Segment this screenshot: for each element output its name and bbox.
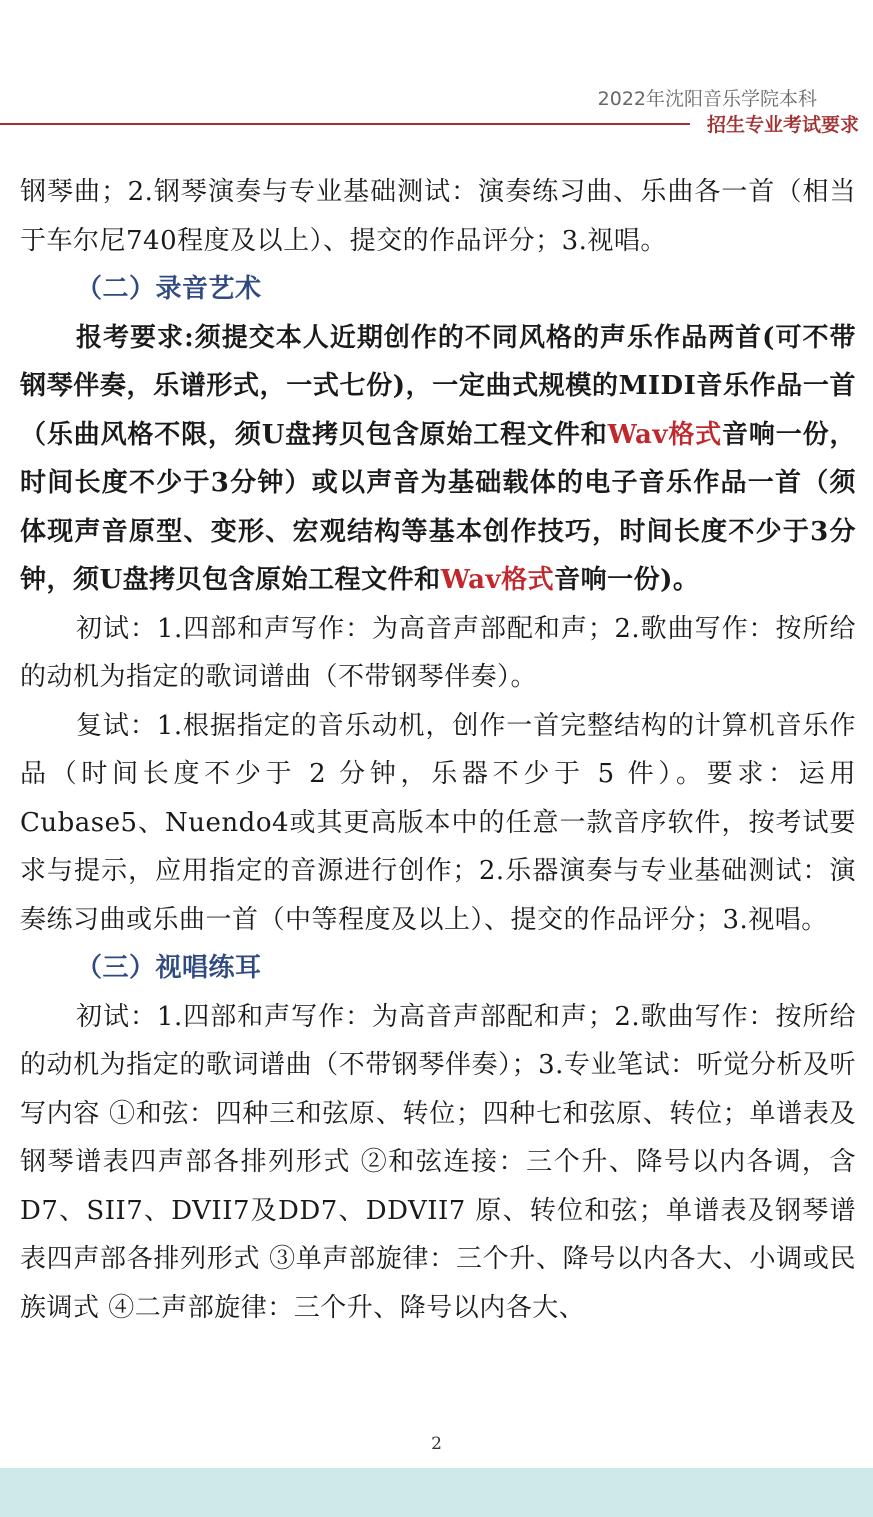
header-title: 2022年沈阳音乐学院本科 bbox=[597, 88, 817, 110]
section-heading-recording-arts: （二）录音艺术 bbox=[76, 274, 262, 304]
wav-format-highlight-2: Wav格式 bbox=[440, 565, 555, 595]
page-number: 2 bbox=[431, 1434, 442, 1454]
paragraph-piano-requirements: 钢琴曲；2.钢琴演奏与专业基础测试：演奏练习曲、乐曲各一首（相当于车尔尼740程度及以上）、提交的作品评分；3.视唱。 bbox=[20, 177, 856, 256]
footer-band bbox=[0, 1468, 873, 1517]
document-body bbox=[20, 168, 856, 1332]
wav-format-highlight-1: Wav格式 bbox=[607, 419, 723, 450]
header-rule bbox=[0, 123, 690, 125]
header-subtitle: 招生专业考试要求 bbox=[706, 114, 859, 136]
section-heading-solfeggio: （三）视唱练耳 bbox=[76, 953, 262, 983]
requirements-text-part-3: 音响一份)。 bbox=[554, 565, 700, 595]
paragraph-preliminary-exam: 初试：1.四部和声写作：为高音声部配和声；2.歌曲写作：按所给的动机为指定的歌词谱曲（不带钢琴伴奏）。 bbox=[20, 613, 856, 692]
requirements-text-part-2: 音响一份，时间长度不少于3分钟）或以声音为基础载体的电子音乐作品一首（须体现声音原型、变形、宏观结构等基本创作技巧，时间长度不少于3分钟，须U盘拷贝包含原始工程文件和 bbox=[20, 419, 856, 595]
paragraph-second-exam: 复试：1.根据指定的音乐动机，创作一首完整结构的计算机音乐作品（时间长度不少于 2 分钟，乐器不少于 5 件）。要求：运用Cubase5、Nuendo4或其更高版本中的任意一款音序软件，按考试要求与提示，应用指定的音源进行创作；2.乐器演奏与专业基础测试：演奏练习曲或乐曲一首（中等程度及以上）、提交的作品评分；3.视唱。 bbox=[20, 710, 856, 935]
requirements-text-part-1: 报考要求:须提交本人近期创作的不同风格的声乐作品两首(可不带钢琴伴奏，乐谱形式，一式七份)，一定曲式规模的MIDI音乐作品一首（乐曲风格不限，须U盘拷贝包含原始工程文件和 bbox=[20, 322, 856, 450]
paragraph-solfeggio-preliminary-exam: 初试：1.四部和声写作：为高音声部配和声；2.歌曲写作：按所给的动机为指定的歌词谱曲（不带钢琴伴奏）；3.专业笔试：听觉分析及听写内容 ①和弦：四种三和弦原、转位；四种七和弦原、转位；单谱表及钢琴谱表四声部各排列形式 ②和弦连接：三个升、降号以内各调，含D7、SII7、DVII7及DD7、DDVII7 原、转位和弦；单谱表及钢琴谱表四声部各排列形式 ③单声部旋律：三个升、降号以内各大、小调或民族调式 ④二声部旋律：三个升、降号以内各大、 bbox=[20, 1001, 856, 1323]
paragraph-application-requirements bbox=[20, 314, 856, 605]
